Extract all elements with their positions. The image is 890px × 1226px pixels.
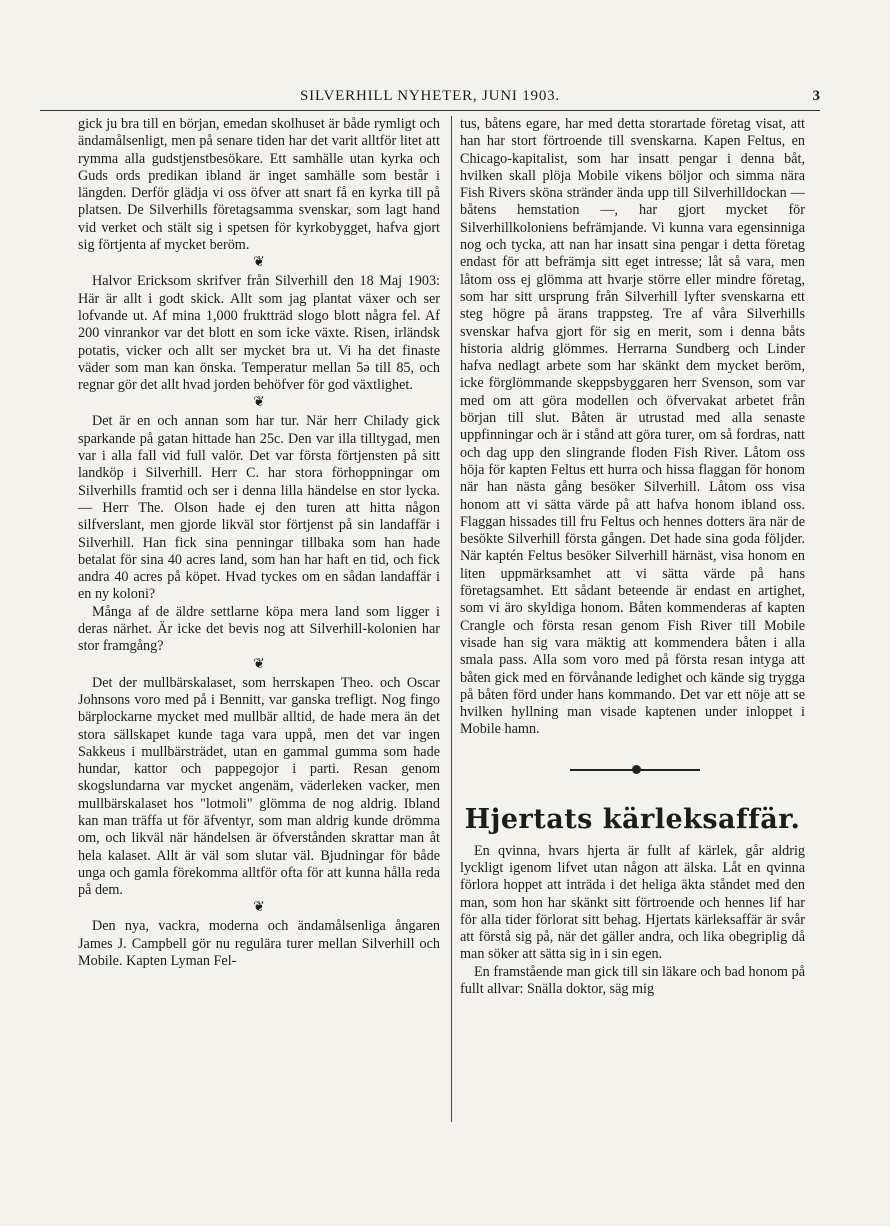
header-rule (40, 110, 820, 111)
page-header (40, 88, 820, 108)
article-paragraph: En qvinna, hvars hjerta är fullt af kärlek, går aldrig lyckligt igenom lifvet utan någon att älska. Låt en qvinna förlora hoppet att inträda i det heliga äkta ståndet med den man, som hon har skänkt sitt förtroende och hennes lif har för alla tider förlorat sitt behag. Hjertats kärleksaffär är svår att förstå sig på, när det gäller andra, och lika obegriplig då man söker att sätta sig in i sin egen. (460, 842, 805, 963)
ornament-divider: ❦ (253, 900, 265, 916)
section-divider (460, 747, 805, 791)
article-paragraph: Den nya, vackra, moderna och ändamålsenliga ångaren James J. Campbell gör nu regulära turer mellan Silverhill och Mobile. Kapten Lyman Fel- (78, 918, 440, 970)
article-heading: Hjertats kärleksaffär. (464, 803, 801, 835)
article-paragraph: Många af de äldre settlarne köpa mera land som ligger i deras närhet. Är icke det bevis nog att Silverhill-kolonien har stor framgång? (78, 603, 440, 655)
ornament-divider: ❦ (253, 656, 265, 672)
article-paragraph: Det är en och annan som har tur. När herr Chilady gick sparkande på gatan hittade han 25c. Den var illa tilltygad, men var i alla fall vid full valör. Det var första förtjensten på sitt landköp i Silverhill. Herr C. har stora förhoppningar om Silverhills framtid och ser i denna lilla händelse en stor lycka. — Herr The. Olson hade ej den turen att hitta någon silfverslant, men gjorde likväl stor förtjenst på sin landaffär i Silverhill. Han fick sina penningar tillbaka som han hade betalat för sina 40 acres land, som han har haft en tid, och fick andra 40 acres på köpet. Hvad tyckes om en sådan landaffär i en ny koloni? (78, 413, 440, 603)
article-paragraph: tus, båtens egare, har med detta storartade företag visat, att han har stort förtroende till svenskarna. Kapen Feltus, en Chicago-kapitalist, som har insatt pengar i denna båt, hvilken skall plöja Mobile vikens böljor och simma nära Fish Rivers sköna stränder ända upp till Silverhilldockan — båtens hemstation —, har gjort mycket för Silverhillkoloniens befrämjande. Vi kunna vara egensinniga nog och tycka, att nan har insatt sina pengar i detta företag endast för att befrämja sitt eget intresse; låt så vara, men låtom oss ej glömma att hvarje större eller mindre företag, som har sitt ursprung från Silverhill lyfter svenskarna ett steg högre på ärans trappsteg. Tre af våra Silverhills svenskar hafva gjort för sig en merit, som i denna båts historia aldrig glömmes. Herrarna Sundberg och Linder hafva nedlagt arbete som har skänkt dem mycket beröm, icke förglömmande skeppsbyggaren herr Svenson, som var med om att göra modellen och öfvervakat arbetet från början till slut. Båten är utrustad med alla senaste uppfinningar och är i stånd att göra turer, om så fordras, natt och dag upp den slingrande floden Fish River. Låtom oss höja för kapten Feltus ett hurra och hissa flaggan för honom när han nästa gång besöker Silverhill. Låtom oss visa honom att vi sätta värde på att hafva honom ibland oss. Flaggan hissades till fru Feltus och hennes dotters ära när de besökte Silverhill första gången. Det hade sina goda följder. När kaptén Feltus besöker Silverhill härnäst, visa honom en liten uppmärksamhet att vi sätta värde på hans företagsamhet. Ett sådant beteende är endast en artighet, som vi äro skyldiga honom. Båten kommenderas af kapten Crangle och första resan genom Fish River till Mobile visade han sig vara mäktig att kommendera båten i alla smala pass. Alla som voro med på första resan intyga att båten gick med en förvånande ledighet och kände sig trygga på båten förd under hans kommando. Det var ett nöje att se hvilken hyllning man visade kaptenen under inloppet i Mobile hamn. (460, 116, 805, 738)
newspaper-title: SILVERHILL NYHETER, JUNI 1903. (300, 88, 560, 104)
divider-dot (632, 765, 641, 774)
ornament-divider: ❦ (253, 395, 265, 411)
article-paragraph: Halvor Ericksom skrifver från Silverhill den 18 Maj 1903: Här är allt i godt skick. Allt som jag plantat växer och ser lofvande ut. Af mina 1,000 fruktträd slogo blott några fel. Af 200 vinrankor var det blott en som icke växte. Risen, irländsk potatis, vicker och allt ser mycket bra ut. Vi ha det finaste väder som man kan önska. Temperatur mellan 5ə till 85, och regnar gör det allt hvad jorden behöfver för god växtlighet. (78, 273, 440, 394)
article-paragraph: Det der mullbärskalaset, som herrskapen Theo. och Oscar Johnsons voro med på i Bennitt, var ganska trefligt. Nog fingo bärplockarne mycket med mullbär alltid, de hade mera än det stora sällskapet kunde taga vara uppå, men det var ingen Sakkeus i mullbärsträdet, utan en gammal gumma som hade hundar, kattor och pappegojor i parti. Resan genom skogslundarna var mycket angenäm, väderleken vacker, men mullbärskalaset hos "lotmoli" glömma de nog aldrig. Ibland kan man träffa ut för äfventyr, som man aldrig kunde drömma om, och likväl när händelsen är öfverstånden skrattar man åt hela kalaset. Allt är väl som slutar väl. Bjudningar för både unga och gamla förekomma alltför ofta för att kunna hålla reda på dem. (78, 674, 440, 899)
right-column (460, 116, 805, 998)
ornament-divider: ❦ (253, 255, 265, 271)
left-column (78, 116, 440, 970)
column-separator (451, 116, 452, 1122)
page-number: 3 (812, 88, 820, 104)
article-paragraph: gick ju bra till en början, emedan skolhuset är både rymligt och ändamålsenligt, men på senare tiden har det varit alltför litet att rymma alla gudstjenstbesökare. Ett samhälle utan kyrka och Guds ords predikan ibland är inget samhälle som består i längden. Derför glädja vi oss öfver att snart få en kyrka till på platsen. De Silverhills företagsamma svenskar, som lagt hand vid verket och stält sig i spetsen för kyrkobygget, hafva gjort sig förtjenta af mycket beröm. (78, 116, 440, 254)
article-paragraph: En framstående man gick till sin läkare och bad honom på fullt allvar: Snälla doktor, säg mig (460, 963, 805, 998)
